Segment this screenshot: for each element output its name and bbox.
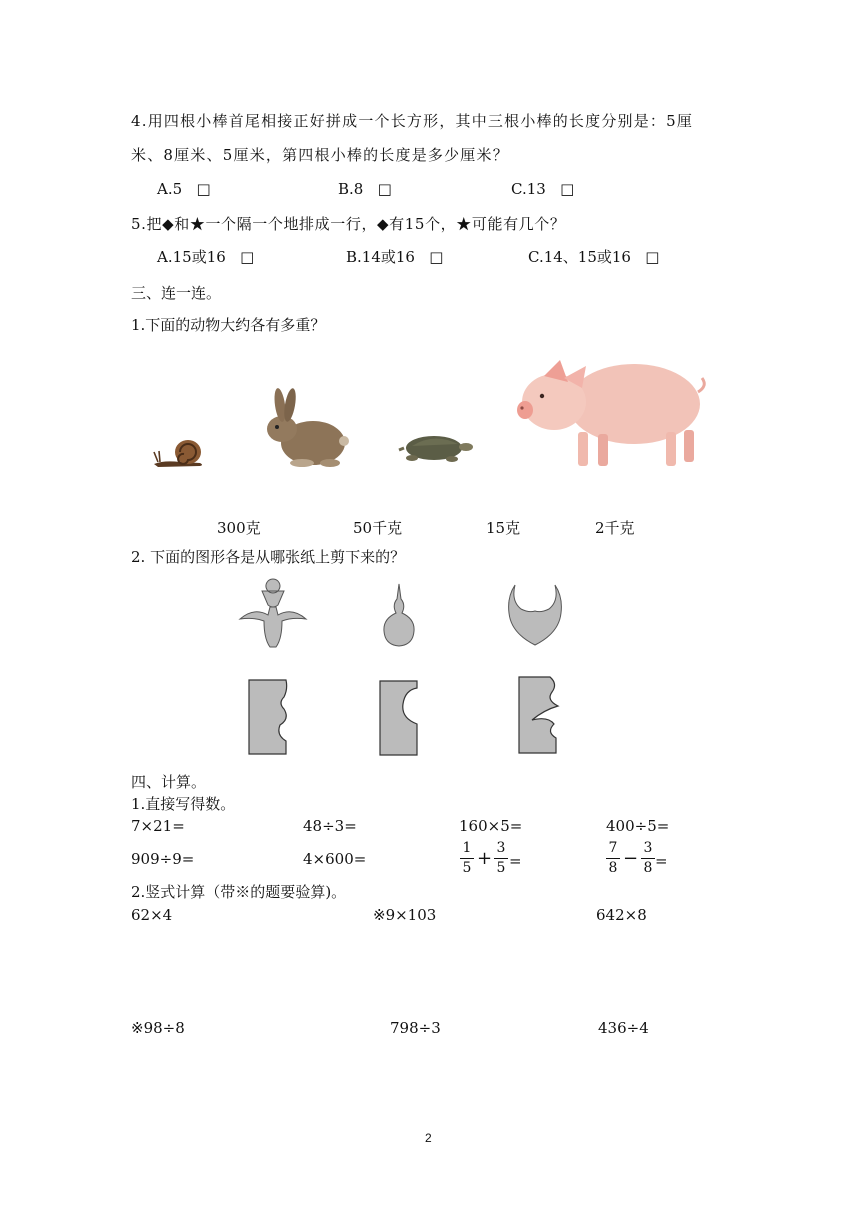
equals-sign: = (509, 852, 522, 870)
q5-option-a (157, 247, 254, 267)
paper-sheet-3 (518, 676, 560, 754)
mental-math-item: 48÷3= (303, 817, 357, 835)
cutout-shape-gourd (382, 583, 416, 647)
fraction (460, 840, 474, 877)
q5-option-b (346, 247, 443, 267)
numerator: 7 (608, 840, 618, 856)
mental-math-item: 909÷9= (131, 850, 195, 868)
q5-option-c (528, 247, 659, 267)
section3-title: 三、连一连。 (131, 284, 222, 302)
vertical-calc-item: ※98÷8 (131, 1019, 185, 1037)
option-label: B.14或16 (346, 248, 415, 266)
page-number: 2 (425, 1131, 432, 1145)
option-label: A.15或16 (157, 248, 226, 266)
option-label: A.5 (157, 180, 183, 198)
equals-sign: = (655, 852, 668, 870)
vertical-calc-item: 436÷4 (598, 1019, 649, 1037)
q4-line1: 4.用四根小棒首尾相接正好拼成一个长方形，其中三根小棒的长度分别是：5厘 (131, 112, 694, 130)
mental-math-item: 160×5= (459, 817, 523, 835)
vertical-calc-item: 62×4 (131, 906, 173, 924)
plus-sign: + (477, 848, 493, 869)
q5-text: 5.把◆和★一个隔一个地排成一行，◆有15个，★可能有几个？ (131, 215, 566, 233)
fraction (494, 840, 508, 877)
checkbox[interactable]: □ (645, 248, 660, 266)
pig-image (516, 348, 708, 470)
vertical-calc-item: ※9×103 (373, 906, 437, 924)
weight-label: 50千克 (353, 519, 403, 537)
checkbox[interactable]: □ (377, 180, 392, 198)
section4-title: 四、计算。 (131, 773, 207, 791)
checkbox[interactable]: □ (560, 180, 575, 198)
minus-sign: − (623, 848, 639, 869)
option-label: B.8 (338, 180, 364, 198)
weight-label: 300克 (217, 519, 261, 537)
numerator: 3 (496, 840, 506, 856)
fraction (641, 840, 655, 877)
mental-math-item: 7×21= (131, 817, 185, 835)
section3-q1: 1.下面的动物大约各有多重？ (131, 316, 326, 334)
turtle-image (398, 428, 474, 464)
option-label: C.14、15或16 (528, 248, 631, 266)
q4-option-a (157, 179, 211, 199)
snail-image (150, 432, 208, 468)
vertical-calc-item: 642×8 (596, 906, 647, 924)
checkbox[interactable]: □ (429, 248, 444, 266)
section4-q1: 1.直接写得数。 (131, 795, 236, 813)
checkbox[interactable]: □ (240, 248, 255, 266)
paper-sheet-2 (379, 680, 421, 756)
section3-q2: 2. 下面的图形各是从哪张纸上剪下来的？ (131, 548, 406, 566)
paper-sheet-1 (248, 679, 292, 755)
q4-line2: 米、8厘米、5厘米，第四根小棒的长度是多少厘米？ (131, 146, 509, 164)
q4-option-b (338, 179, 392, 199)
checkbox[interactable]: □ (196, 180, 211, 198)
vertical-calc-item: 798÷3 (390, 1019, 441, 1037)
numerator: 1 (462, 840, 472, 856)
weight-label: 2千克 (595, 519, 635, 537)
mental-math-item: 4×600= (303, 850, 367, 868)
weight-label: 15克 (486, 519, 521, 537)
rabbit-image (258, 387, 350, 469)
numerator: 3 (643, 840, 653, 856)
cutout-shape-horned-heart (507, 583, 563, 647)
option-label: C.13 (511, 180, 546, 198)
mental-math-item: 400÷5= (606, 817, 670, 835)
denominator: 5 (462, 860, 472, 876)
q4-option-c (511, 179, 574, 199)
cutout-shape-figure (238, 577, 308, 649)
fraction (606, 840, 620, 877)
denominator: 8 (643, 860, 653, 876)
section4-q2: 2.竖式计算（带※的题要验算)。 (131, 883, 347, 901)
denominator: 5 (496, 860, 506, 876)
denominator: 8 (608, 860, 618, 876)
